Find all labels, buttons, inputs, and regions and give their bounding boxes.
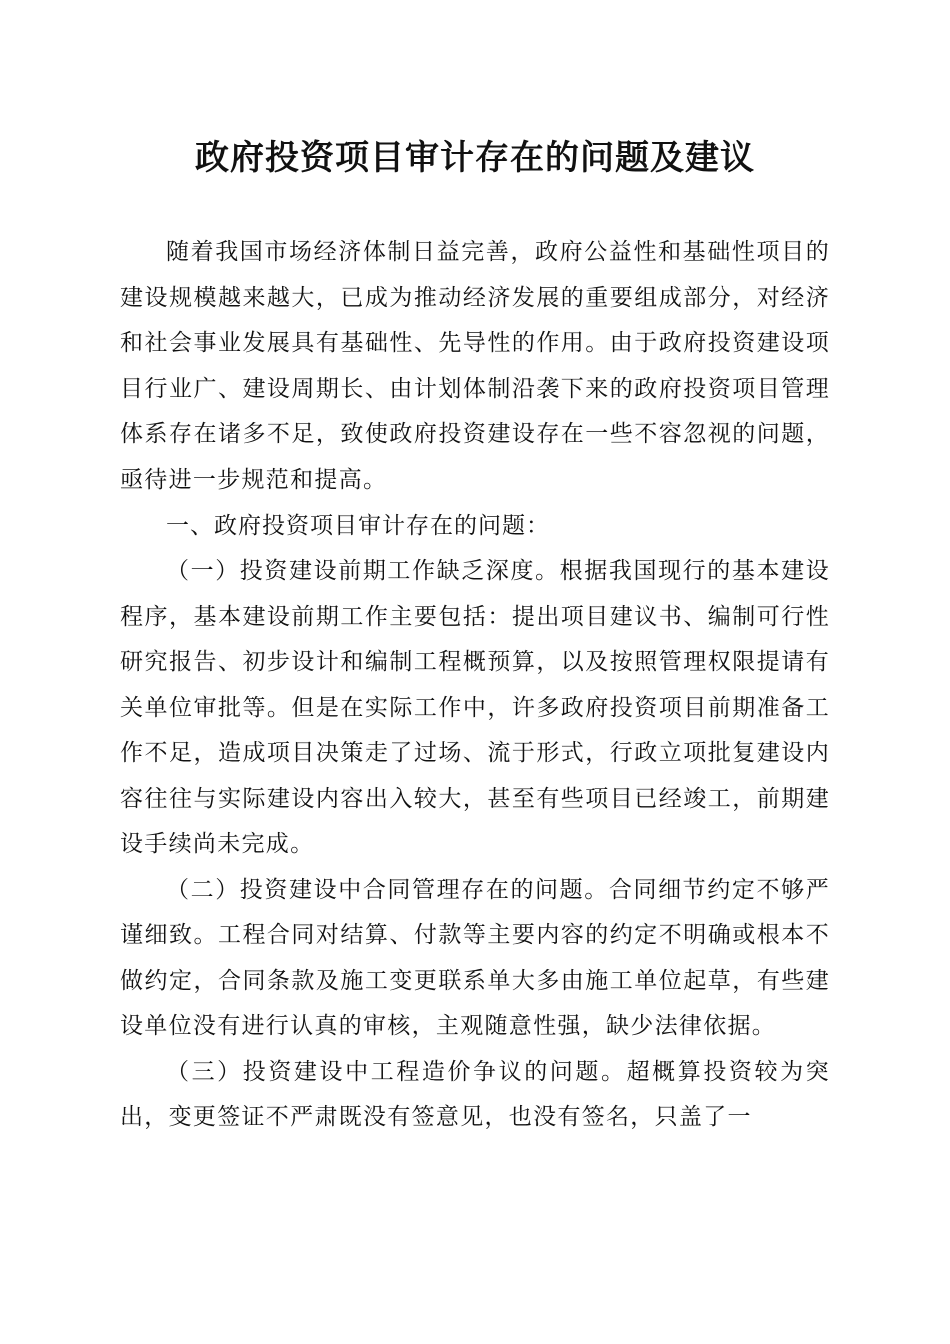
document-title: 政府投资项目审计存在的问题及建议 (195, 138, 755, 178)
problem-item-1: （一）投资建设前期工作缺乏深度。根据我国现行的基本建设程序，基本建设前期工作主要包括：提出项目建议书、编制可行性研究报告、初步设计和编制工程概预算，以及按照管理权限提请有关单位审批等。但是在实际工作中，许多政府投资项目前期准备工作不足，造成项目决策走了过场、流于形式，行政立项批复建设内容往往与实际建设内容出入较大，甚至有些项目已经竣工，前期建设手续尚未完成。 (120, 558, 830, 857)
section-heading-problems: 一、政府投资项目审计存在的问题： (166, 513, 550, 539)
document-body (120, 230, 830, 1141)
problem-item-2: （二）投资建设中合同管理存在的问题。合同细节约定不够严谨细致。工程合同对结算、付款等主要内容的约定不明确或根本不做约定，合同条款及施工变更联系单大多由施工单位起草，有些建设单位没有进行认真的审核，主观随意性强，缺少法律依据。 (120, 876, 830, 1039)
intro-paragraph: 随着我国市场经济体制日益完善，政府公益性和基础性项目的建设规模越来越大，已成为推动经济发展的重要组成部分，对经济和社会事业发展具有基础性、先导性的作用。由于政府投资建设项目行业广、建设周期长、由计划体制沿袭下来的政府投资项目管理体系存在诸多不足，致使政府投资建设存在一些不容忽视的问题，亟待进一步规范和提高。 (120, 239, 830, 493)
problem-item-3: （三）投资建设中工程造价争议的问题。超概算投资较为突出，变更签证不严肃既没有签意见，也没有签名，只盖了一 (120, 1058, 830, 1130)
